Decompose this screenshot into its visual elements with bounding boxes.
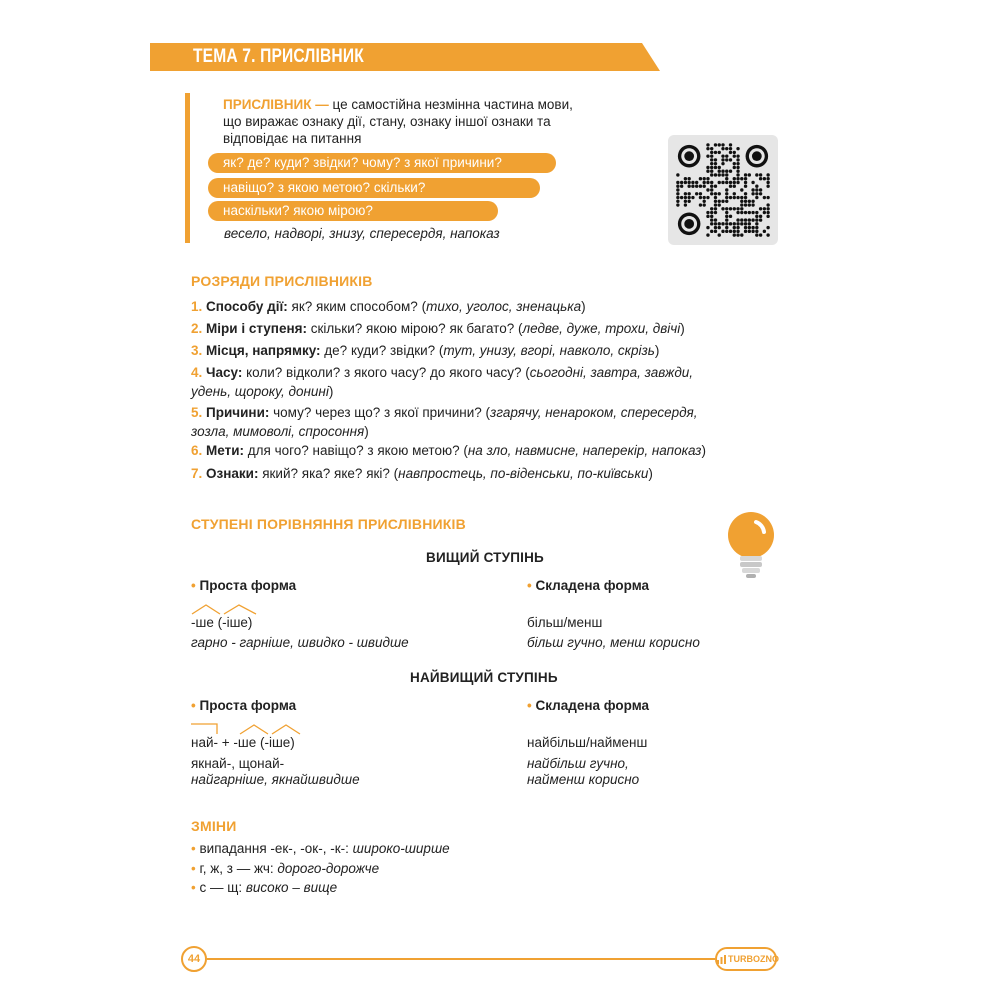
superlative-simple-example: найгарніше, якнайшвидше — [191, 772, 360, 787]
category-name: Міри і ступеня: — [206, 321, 307, 336]
suffix-arc-marks — [190, 603, 260, 615]
category-questions: який? яка? яке? які? ( — [258, 466, 399, 481]
category-name: Ознаки: — [206, 466, 259, 481]
definition-line-2: що виражає ознаку дії, стану, ознаку іншої ознаки та — [223, 114, 551, 129]
superlative-compound-label: • Складена форма — [527, 698, 650, 713]
category-examples: згарячу, ненароком, спересердя, — [490, 405, 698, 420]
change-rule: с — щ: — [199, 880, 246, 895]
paren-close: ) — [680, 321, 685, 336]
change-example: широко-ширше — [352, 841, 450, 856]
prefix-suffix-marks — [190, 722, 305, 736]
category-number: 3. — [191, 343, 203, 358]
comparative-title: ВИЩИЙ СТУПІНЬ — [426, 550, 544, 565]
change-item-2: • г, ж, з — жч: дорого-дорожче — [191, 861, 380, 876]
question-pill-1: як? де? куди? звідки? чому? з якої причини? — [208, 153, 556, 173]
category-examples: на зло, навмисне, наперекір, напоказ — [467, 443, 702, 458]
topic-banner — [150, 43, 660, 71]
degrees-heading: СТУПЕНІ ПОРІВНЯННЯ ПРИСЛІВНИКІВ — [191, 516, 466, 532]
category-questions: як? яким способом? ( — [287, 299, 427, 314]
category-item-7 — [191, 463, 751, 485]
question-pill-3: наскільки? якою мірою? — [208, 201, 498, 221]
comparative-compound-form: більш/менш — [527, 615, 603, 630]
categories-heading: РОЗРЯДИ ПРИСЛІВНИКІВ — [191, 273, 373, 289]
definition-line-3: відповідає на питання — [223, 131, 362, 146]
definition-dash: — — [311, 97, 333, 112]
brand-name: TURBOZNO — [728, 954, 779, 964]
superlative-simple-prefixes: якнай-, щонай- — [191, 756, 285, 771]
paren-close: ) — [328, 384, 334, 399]
brand-badge — [715, 947, 777, 971]
category-name: Мети: — [206, 443, 245, 458]
category-examples: ледве, дуже, трохи, двічі — [522, 321, 681, 336]
comparative-simple-example: гарно - гарніше, швидко - швидше — [191, 635, 409, 650]
superlative-compound-form: найбільш/найменш — [527, 735, 648, 750]
paren-close: ) — [364, 424, 369, 439]
definition-term: ПРИСЛІВНИК — [223, 97, 312, 112]
category-examples-cont: зозла, мимоволі, спросоння — [191, 424, 365, 439]
category-number: 7. — [191, 466, 203, 481]
paren-close: ) — [701, 443, 706, 458]
category-name: Причини: — [206, 405, 270, 420]
change-item-3: • с — щ: високо – вище — [191, 880, 338, 895]
superlative-title: НАЙВИЩИЙ СТУПІНЬ — [410, 670, 558, 685]
compound-form-label: Складена форма — [535, 578, 650, 593]
category-examples: сьогодні, завтра, завжди, — [529, 365, 694, 380]
simple-form-label: Проста форма — [199, 578, 297, 593]
category-item-2 — [191, 318, 751, 340]
change-example: високо – вище — [245, 880, 338, 895]
category-name: Часу: — [206, 365, 243, 380]
superlative-simple-label: • Проста форма — [191, 698, 297, 713]
change-rule: випадання -ек-, -ок-, -к-: — [199, 841, 353, 856]
category-examples: тихо, уголос, зненацька — [426, 299, 582, 314]
category-name: Місця, напрямку: — [206, 343, 321, 358]
topic-title: ТЕМА 7. ПРИСЛІВНИК — [193, 46, 364, 67]
category-examples-cont: удень, щороку, донині — [191, 384, 329, 399]
footer-rule — [207, 958, 715, 960]
lightbulb-icon — [726, 510, 776, 580]
category-questions: скільки? якою мірою? як багато? ( — [306, 321, 523, 336]
category-questions: коли? відколи? з якого часу? до якого часу? ( — [242, 365, 530, 380]
category-item-1 — [191, 296, 751, 318]
category-number: 4. — [191, 365, 203, 380]
paren-close: ) — [581, 299, 586, 314]
superlative-compound-example-2: найменш корисно — [527, 772, 640, 787]
bar-chart-icon — [717, 955, 726, 964]
category-examples: тут, унизу, вгорі, навколо, скрізь — [443, 343, 655, 358]
qr-code[interactable] — [668, 135, 778, 245]
compound-form-label: Складена форма — [535, 698, 650, 713]
comparative-compound-label: • Складена форма — [527, 578, 650, 593]
category-number: 1. — [191, 299, 203, 314]
qr-code-icon — [676, 143, 770, 237]
change-item-1: • випадання -ек-, -ок-, -к-: широко-ширше — [191, 841, 450, 856]
paren-close: ) — [648, 466, 653, 481]
category-questions: де? куди? звідки? ( — [320, 343, 444, 358]
definition-line-1: це самостійна незмінна частина мови, — [332, 97, 573, 112]
category-questions: чому? через що? з якої причини? ( — [269, 405, 491, 420]
page-number: 44 — [181, 946, 207, 972]
changes-heading: ЗМІНИ — [191, 818, 237, 834]
category-item-6 — [191, 440, 751, 462]
simple-form-label: Проста форма — [199, 698, 297, 713]
comparative-simple-label: • Проста форма — [191, 578, 297, 593]
question-pill-2: навіщо? з якою метою? скільки? — [208, 178, 540, 198]
category-examples: навпростець, по-віденськи, по-київськи — [398, 466, 649, 481]
category-number: 2. — [191, 321, 203, 336]
category-name: Способу дії: — [206, 299, 288, 314]
definition-text — [223, 96, 623, 147]
change-rule: г, ж, з — жч: — [199, 861, 278, 876]
definition-accent-bar — [185, 93, 190, 243]
paren-close: ) — [654, 343, 660, 358]
definition-examples: весело, надворі, знизу, спересердя, напоказ — [224, 226, 500, 241]
superlative-simple-formula: най- + -ше (-іше) — [191, 735, 295, 750]
superlative-compound-example-1: найбільш гучно, — [527, 756, 629, 771]
category-questions: для чого? навіщо? з якою метою? ( — [244, 443, 468, 458]
category-number: 5. — [191, 405, 203, 420]
comparative-simple-suffix: -ше (-іше) — [191, 615, 253, 630]
category-number: 6. — [191, 443, 203, 458]
category-item-3 — [191, 340, 751, 362]
category-item-4 — [191, 363, 751, 401]
comparative-compound-example: більш гучно, менш корисно — [527, 635, 700, 650]
change-example: дорого-дорожче — [277, 861, 380, 876]
category-item-5 — [191, 403, 751, 441]
